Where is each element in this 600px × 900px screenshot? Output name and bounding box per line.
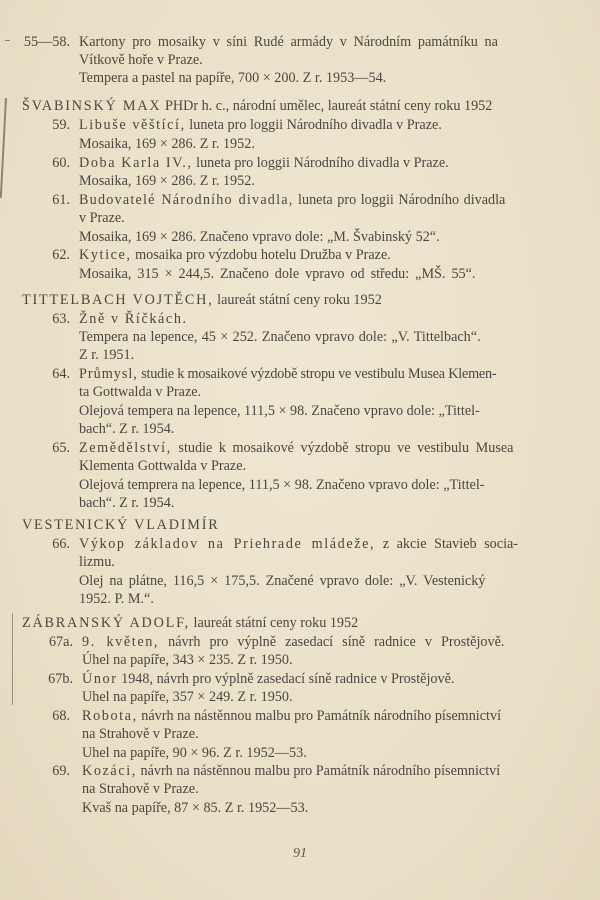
entry-details: Olej na plátne, 116,5 × 175,5. Značené vpravo dole: „V. Vestenický: [79, 573, 486, 589]
entry-title: [82, 633, 504, 652]
entry-details-continued: bach“. Z r. 1954.: [79, 421, 175, 437]
entry-title: [79, 246, 391, 265]
entry-title-rest: studie k mosaikové výzdobě stropu ve vestibulu Musea Klemen-: [141, 366, 497, 382]
artist-name: ŠVABINSKÝ MAX: [22, 98, 162, 114]
entry-details-continued: bach“. Z r. 1954.: [79, 495, 175, 511]
artwork-title: Zemědělství,: [79, 440, 172, 456]
margin-pencil-line: [0, 98, 6, 198]
artist-note: PHDr h. c., národní umělec, laureát státní ceny roku 1952: [164, 98, 493, 114]
entry-number: 62.: [52, 247, 70, 263]
artist-heading: [22, 516, 219, 535]
entry-title-rest: mosaika pro výzdobu hotelu Družba v Praze.: [135, 247, 391, 263]
entry-number: 67b.: [48, 671, 73, 687]
artist-name: ZÁBRANSKÝ ADOLF,: [22, 615, 190, 631]
artwork-title: Výkop základov na Priehrade mládeže,: [79, 536, 376, 552]
entry-number: 67a.: [48, 634, 73, 650]
entry-title: [79, 535, 518, 554]
entry-details-continued: Z r. 1951.: [79, 347, 135, 363]
entry-title-rest: návrh na nástěnnou malbu pro Památník národního písemnictví: [141, 708, 502, 724]
entry-title: [79, 191, 505, 210]
artwork-title: Průmysl,: [79, 366, 138, 382]
entry-title-rest: návrh na nástěnnou malbu pro Památník národního písemnictví: [140, 763, 501, 779]
entry-details: Mosaika, 315 × 244,5. Značeno dole vpravo od středu: „MŠ. 55“.: [79, 266, 476, 282]
artwork-title: Kytice,: [79, 247, 132, 263]
entry-title-continued: na Strahově v Praze.: [82, 726, 199, 742]
page-number: 91: [293, 846, 307, 861]
entry-number: 66.: [52, 536, 70, 552]
entry-details: Olejová tempera na lepence, 111,5 × 98. Značeno vpravo dole: „Tittel-: [79, 403, 480, 419]
entry-number: 60.: [52, 155, 70, 171]
margin-mark: [5, 40, 10, 41]
entry-details: Uhel na papíře, 357 × 249. Z r. 1950.: [82, 689, 293, 705]
entry-details: Tempera a pastel na papíře, 700 × 200. Z r. 1953—54.: [79, 70, 387, 86]
entry-details: Tempera na lepence, 45 × 252. Značeno vpravo dole: „V. Tittelbach“.: [79, 329, 481, 345]
entry-details: Mosaika, 169 × 286. Z r. 1952.: [79, 173, 255, 189]
margin-pencil-line: [12, 613, 13, 705]
entry-title-rest: 1948, návrh pro výplně zasedací síně radnice v Prostějově.: [121, 671, 455, 687]
entry-number: 61.: [52, 192, 70, 208]
artist-heading: [22, 97, 492, 116]
artwork-title: Kozáci,: [82, 763, 137, 779]
entry-title-continued: Vítkově hoře v Praze.: [79, 52, 203, 68]
artwork-title: Robota,: [82, 708, 138, 724]
entry-title-continued: Klementa Gottwalda v Praze.: [79, 458, 247, 474]
artist-note: laureát státní ceny roku 1952: [193, 615, 359, 631]
entry-title-text: Kartony pro mosaiky v síni Rudé armády v Národním památníku na: [79, 34, 498, 50]
entry-title-rest: luneta pro loggii Národního divadla: [298, 192, 506, 208]
artist-note: laureát státní ceny roku 1952: [217, 292, 382, 308]
entry-title-rest: návrh pro výplně zasedací síně radnice v Prostějově.: [168, 634, 505, 650]
entry-details: Mosaika, 169 × 286. Z r. 1952.: [79, 136, 255, 152]
entry-details: Úhel na papíře, 343 × 235. Z r. 1950.: [82, 652, 293, 668]
artist-heading: [22, 614, 358, 633]
entry-title: [82, 707, 501, 726]
entry-title: [82, 670, 454, 689]
entry-number: 65.: [52, 440, 70, 456]
entry-title: [79, 33, 570, 52]
artwork-title: 9. květen,: [82, 634, 160, 650]
entry-number: 63.: [52, 311, 70, 327]
artwork-title: Doba Karla IV.,: [79, 155, 193, 171]
artwork-title: Budovatelé Národního divadla,: [79, 192, 294, 208]
entry-title: [79, 310, 188, 329]
artwork-title: Libuše věštící,: [79, 117, 186, 133]
entry-details: Uhel na papíře, 90 × 96. Z r. 1952—53.: [82, 745, 307, 761]
entry-details: Olejová temprera na lepence, 111,5 × 98. Značeno vpravo dole: „Tittel-: [79, 477, 485, 493]
entry-title: [79, 439, 513, 458]
entry-title: [79, 154, 449, 173]
entry-title: [82, 762, 500, 781]
entry-title-continued: v Praze.: [79, 210, 125, 226]
artwork-title: Únor: [82, 671, 118, 687]
artwork-title: Žně v Říčkách.: [79, 311, 188, 327]
artist-heading: [22, 291, 382, 310]
artist-name: TITTELBACH VOJTĚCH,: [22, 292, 214, 308]
entry-number: 55—58.: [23, 34, 70, 50]
entry-title-continued: ta Gottwalda v Praze.: [79, 384, 202, 400]
entry-details-continued: 1952. P. M.“.: [79, 591, 154, 607]
entry-title-rest: luneta pro loggii Národního divadla v Praze.: [189, 117, 442, 133]
entry-title: [79, 365, 496, 384]
entry-number: 68.: [52, 708, 70, 724]
entry-details: Kvaš na papíře, 87 × 85. Z r. 1952—53.: [82, 800, 309, 816]
entry-title: [79, 116, 442, 135]
entry-title-continued: lizmu.: [79, 554, 115, 570]
entry-title-rest: studie k mosaikové výzdobě stropu ve vestibulu Musea: [178, 440, 514, 456]
entry-title-rest: luneta pro loggii Národního divadla v Praze.: [196, 155, 449, 171]
entry-number: 59.: [52, 117, 70, 133]
entry-details: Mosaika, 169 × 286. Značeno vpravo dole: „M. Švabinský 52“.: [79, 229, 440, 245]
entry-title-rest: z akcie Stavieb socia-: [382, 536, 519, 552]
artist-name: VESTENICKÝ VLADIMÍR: [22, 517, 220, 533]
entry-number: 64.: [52, 366, 70, 382]
entry-number: 69.: [52, 763, 70, 779]
entry-title-continued: na Strahově v Praze.: [82, 781, 199, 797]
